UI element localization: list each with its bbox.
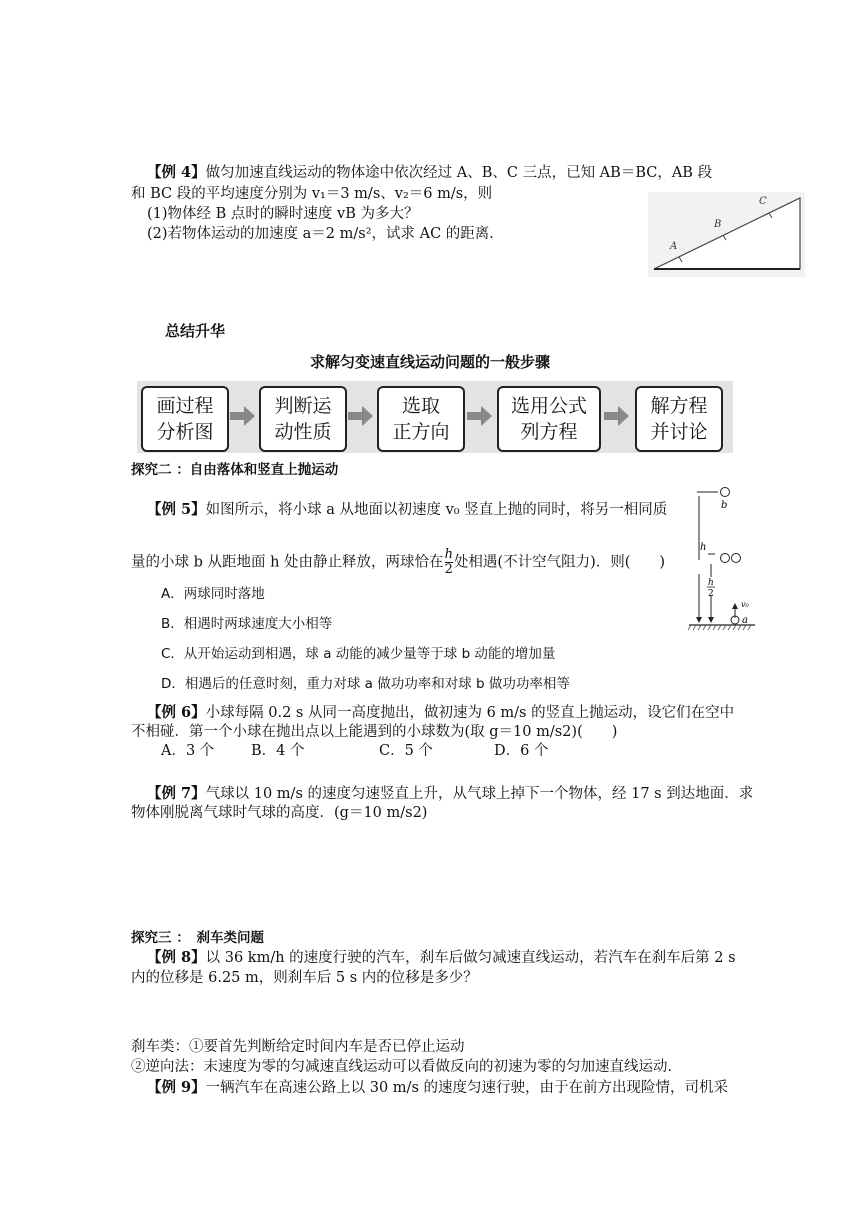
ex4-question-2: (2)若物体运动的加速度 a＝2 m/s²，试求 AC 的距离． — [147, 226, 504, 242]
step-4-line1: 选用公式 — [510, 395, 587, 417]
arrow-right-icon — [348, 405, 374, 427]
section-3-title: 探究三 ： 刹车类问题 — [131, 930, 264, 946]
incline-figure — [648, 192, 805, 277]
fig-label-h: h — [700, 542, 707, 553]
fraction-h-over-2 — [445, 548, 453, 577]
ex8-text1: 以 36 km/h 的速度行驶的汽车，刹车后做匀减速直线运动，若汽车在刹车后第 2 s — [205, 950, 736, 966]
ex8-line2: 内的位移是 6.25 m，则刹车后 5 s 内的位移是多少？ — [131, 970, 478, 986]
arrow-right-icon — [230, 405, 256, 427]
label-a: A — [670, 241, 678, 252]
ex8-line1 — [147, 948, 736, 968]
section-2-title: 探究二 ：自由落体和竖直上抛运动 — [131, 462, 339, 478]
brake-note-2: ②逆向法：末速度为零的匀减速直线运动可以看做反向的初速为零的匀加速直线运动． — [131, 1059, 682, 1075]
ex5-option-d: D．相遇后的任意时刻，重力对球 a 做功功率和对球 b 做功功率相等 — [161, 676, 570, 692]
ex5-option-a: A．两球同时落地 — [161, 586, 265, 602]
ex6-text1: 小球每隔 0.2 s 从同一高度抛出，做初速为 6 m/s 的竖直上抛运动，设它们在空中 — [205, 705, 735, 721]
step-box-2 — [259, 386, 347, 452]
label-b: B — [714, 219, 722, 230]
step-3-line1: 选取 — [401, 395, 440, 417]
arrow-right-icon — [604, 405, 630, 427]
frac-denominator: 2 — [444, 562, 453, 577]
step-2-line1: 判断运 — [274, 395, 332, 417]
ex5-option-c: C．从开始运动到相遇，球 a 动能的减少量等于球 b 动能的增加量 — [161, 646, 556, 662]
ex5-text1: 如图所示，将小球 a 从地面以初速度 v₀ 竖直上抛的同时，将另一相同质 — [205, 502, 668, 518]
vertical-throw-figure — [685, 484, 760, 632]
ex5-tag: 【例 5】 — [147, 501, 206, 518]
ex6-line1 — [147, 703, 734, 723]
summary-title: 求解匀变速直线运动问题的一般步骤 — [310, 353, 551, 371]
step-3-line2: 正方向 — [392, 421, 450, 443]
fig-label-v0: v₀ — [741, 600, 749, 609]
step-box-5 — [635, 386, 723, 452]
ex9-line1 — [147, 1078, 728, 1098]
ex6-option-c: C．5 个 — [379, 743, 433, 759]
ex7-tag: 【例 7】 — [147, 785, 206, 802]
fig-label-a: a — [742, 615, 748, 626]
fig-label-half-den: 2 — [708, 589, 714, 599]
frac-numerator: h — [444, 547, 453, 562]
arrow-right-icon — [467, 405, 493, 427]
ex5-text2b: 处相遇(不计空气阻力)．则( ) — [453, 554, 666, 571]
step-1-line1: 画过程 — [156, 395, 214, 417]
ex4-line1 — [147, 163, 712, 183]
step-1-line2: 分析图 — [156, 421, 214, 443]
ex4-question-1: (1)物体经 B 点时的瞬时速度 vB 为多大？ — [147, 206, 419, 222]
ex6-tag: 【例 6】 — [147, 704, 206, 721]
step-4-line2: 列方程 — [520, 421, 578, 443]
fig-label-b: b — [721, 500, 728, 511]
ex4-line2: 和 BC 段的平均速度分别为 v₁＝3 m/s、v₂＝6 m/s，则 — [131, 186, 493, 202]
ex5-text2a: 量的小球 b 从距地面 h 处由静止释放，两球恰在 — [131, 554, 444, 571]
ex6-option-d: D．6 个 — [494, 743, 549, 759]
ex4-tag: 【例 4】 — [147, 164, 206, 181]
ex6-option-a: A．3 个 — [161, 743, 215, 759]
ex9-tag: 【例 9】 — [147, 1079, 206, 1096]
ex7-line1 — [147, 784, 753, 804]
ex6-option-b: B．4 个 — [251, 743, 305, 759]
ex9-text1: 一辆汽车在高速公路上以 30 m/s 的速度匀速行驶，由于在前方出现险情，司机采 — [205, 1080, 728, 1096]
step-2-line2: 动性质 — [274, 421, 332, 443]
step-5-line1: 解方程 — [650, 395, 708, 417]
step-box-4 — [497, 386, 601, 452]
step-5-line2: 并讨论 — [650, 421, 708, 443]
ex5-line1 — [147, 500, 667, 520]
brake-note-1: 刹车类：①要首先判断给定时间内车是否已停止运动 — [131, 1039, 465, 1055]
ex5-option-b: B．相遇时两球速度大小相等 — [161, 616, 333, 632]
ex4-text1: 做匀加速直线运动的物体途中依次经过 A、B、C 三点，已知 AB＝BC，AB 段 — [205, 165, 713, 181]
label-c: C — [759, 196, 767, 207]
ex5-line2 — [131, 548, 665, 577]
ex8-tag: 【例 8】 — [147, 949, 206, 966]
fig-label-half-num: h — [708, 578, 714, 588]
step-box-1 — [141, 386, 229, 452]
summary-heading: 总结升华 — [165, 322, 226, 340]
ex7-line2: 物体刚脱离气球时气球的高度．(g＝10 m/s2) — [131, 805, 428, 821]
ex7-text1: 气球以 10 m/s 的速度匀速竖直上升，从气球上掉下一个物体，经 17 s 到达地面．求 — [205, 786, 754, 802]
step-box-3 — [377, 386, 465, 452]
ex6-line2: 不相碰．第一个小球在抛出点以上能遇到的小球数为(取 g＝10 m/s2)( ) — [131, 724, 618, 740]
